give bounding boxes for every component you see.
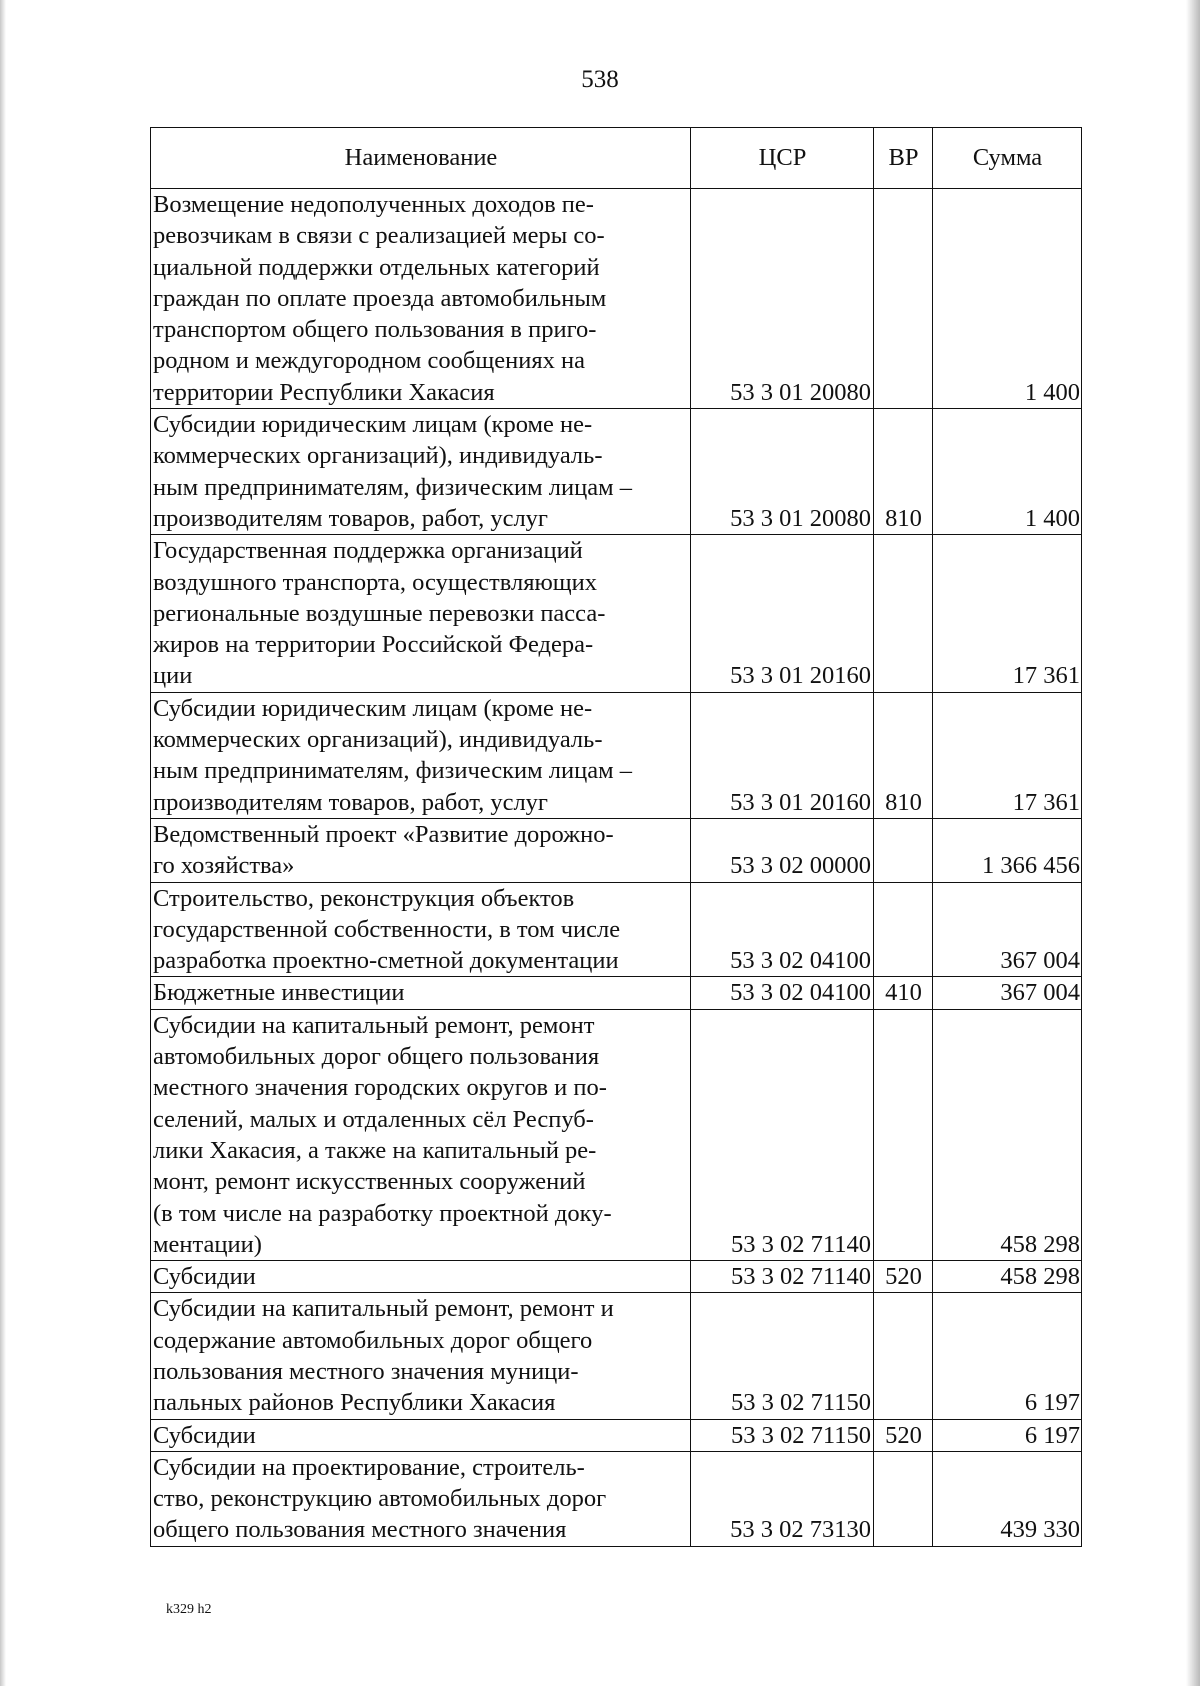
row-vr-cell <box>874 1293 933 1419</box>
row-name-cell: Ведомственный проект «Развитие дорожно- го хозяйства» <box>151 818 691 882</box>
row-name-cell: Бюджетные инвестиции <box>151 977 691 1009</box>
scan-edge-left <box>0 0 6 1686</box>
table-row <box>151 189 1082 409</box>
row-vr-cell: 810 <box>874 409 933 535</box>
row-name-cell: Субсидии <box>151 1261 691 1293</box>
row-csr-cell: 53 3 02 71150 <box>691 1293 874 1419</box>
row-name-cell: Строительство, реконструкция объектов государственной собственности, в том числе разработка проектно-сметной документации <box>151 882 691 977</box>
row-name-cell: Субсидии <box>151 1419 691 1451</box>
row-sum-cell: 458 298 <box>933 1261 1082 1293</box>
row-csr-cell: 53 3 01 20080 <box>691 189 874 409</box>
row-csr-cell: 53 3 02 04100 <box>691 882 874 977</box>
row-csr-cell: 53 3 02 73130 <box>691 1451 874 1546</box>
table-row <box>151 1293 1082 1419</box>
row-name-cell: Субсидии на капитальный ремонт, ремонт и содержание автомобильных дорог общего пользования местного значения муници- пальных районов Республики Хакасия <box>151 1293 691 1419</box>
row-vr-cell <box>874 189 933 409</box>
row-name-cell: Субсидии на проектирование, строитель- ство, реконструкцию автомобильных дорог общего пользования местного значения <box>151 1451 691 1546</box>
row-sum-cell: 458 298 <box>933 1009 1082 1260</box>
row-sum-cell: 1 366 456 <box>933 818 1082 882</box>
budget-table <box>150 127 1082 1547</box>
row-sum-cell: 1 400 <box>933 189 1082 409</box>
row-vr-cell <box>874 882 933 977</box>
row-sum-cell: 6 197 <box>933 1293 1082 1419</box>
row-sum-cell: 17 361 <box>933 692 1082 818</box>
row-name-cell: Субсидии юридическим лицам (кроме не- коммерческих организаций), индивидуаль- ным предпринимателям, физическим лицам – производителям товаров, работ, услуг <box>151 692 691 818</box>
row-vr-cell <box>874 1451 933 1546</box>
row-vr-cell <box>874 1009 933 1260</box>
header-csr: ЦСР <box>691 128 874 189</box>
footer-code: k329 h2 <box>166 1602 212 1617</box>
row-vr-cell: 810 <box>874 692 933 818</box>
row-sum-cell: 439 330 <box>933 1451 1082 1546</box>
table-row <box>151 535 1082 692</box>
table-row <box>151 977 1082 1009</box>
row-csr-cell: 53 3 02 00000 <box>691 818 874 882</box>
header-sum: Сумма <box>933 128 1082 189</box>
row-sum-cell: 1 400 <box>933 409 1082 535</box>
table-header-row <box>151 128 1082 189</box>
row-sum-cell: 367 004 <box>933 977 1082 1009</box>
page-number: 538 <box>581 66 619 93</box>
table-body <box>151 189 1082 1547</box>
row-csr-cell: 53 3 02 71140 <box>691 1009 874 1260</box>
row-csr-cell: 53 3 01 20080 <box>691 409 874 535</box>
table-row <box>151 1451 1082 1546</box>
table-row <box>151 1009 1082 1260</box>
row-csr-cell: 53 3 02 71150 <box>691 1419 874 1451</box>
row-vr-cell: 520 <box>874 1261 933 1293</box>
row-csr-cell: 53 3 02 71140 <box>691 1261 874 1293</box>
row-sum-cell: 367 004 <box>933 882 1082 977</box>
table-row <box>151 409 1082 535</box>
row-sum-cell: 17 361 <box>933 535 1082 692</box>
table-row <box>151 818 1082 882</box>
scan-edge-right <box>1186 0 1200 1686</box>
header-name: Наименование <box>151 128 691 189</box>
table-row <box>151 882 1082 977</box>
row-name-cell: Субсидии на капитальный ремонт, ремонт автомобильных дорог общего пользования местного значения городских округов и по- селений, малых и отдаленных сёл Респуб- лики Хакасия, а также на капитальный ре- монт, ремонт искусственных сооружений (в том числе на разработку проектной доку- ментации) <box>151 1009 691 1260</box>
row-name-cell: Возмещение недополученных доходов пе- ревозчикам в связи с реализацией меры со- циальной поддержки отдельных категорий граждан по оплате проезда автомобильным транспортом общего пользования в приго- родном и междугородном сообщениях на территории Республики Хакасия <box>151 189 691 409</box>
row-vr-cell <box>874 818 933 882</box>
table-row <box>151 1419 1082 1451</box>
table-row <box>151 692 1082 818</box>
row-name-cell: Государственная поддержка организаций воздушного транспорта, осуществляющих региональные воздушные перевозки пасса- жиров на территории Российской Федера- ции <box>151 535 691 692</box>
table-row <box>151 1261 1082 1293</box>
header-vr: ВР <box>874 128 933 189</box>
row-vr-cell <box>874 535 933 692</box>
row-csr-cell: 53 3 02 04100 <box>691 977 874 1009</box>
row-vr-cell: 410 <box>874 977 933 1009</box>
row-vr-cell: 520 <box>874 1419 933 1451</box>
row-csr-cell: 53 3 01 20160 <box>691 692 874 818</box>
row-sum-cell: 6 197 <box>933 1419 1082 1451</box>
row-name-cell: Субсидии юридическим лицам (кроме не- коммерческих организаций), индивидуаль- ным предпринимателям, физическим лицам – производителям товаров, работ, услуг <box>151 409 691 535</box>
row-csr-cell: 53 3 01 20160 <box>691 535 874 692</box>
